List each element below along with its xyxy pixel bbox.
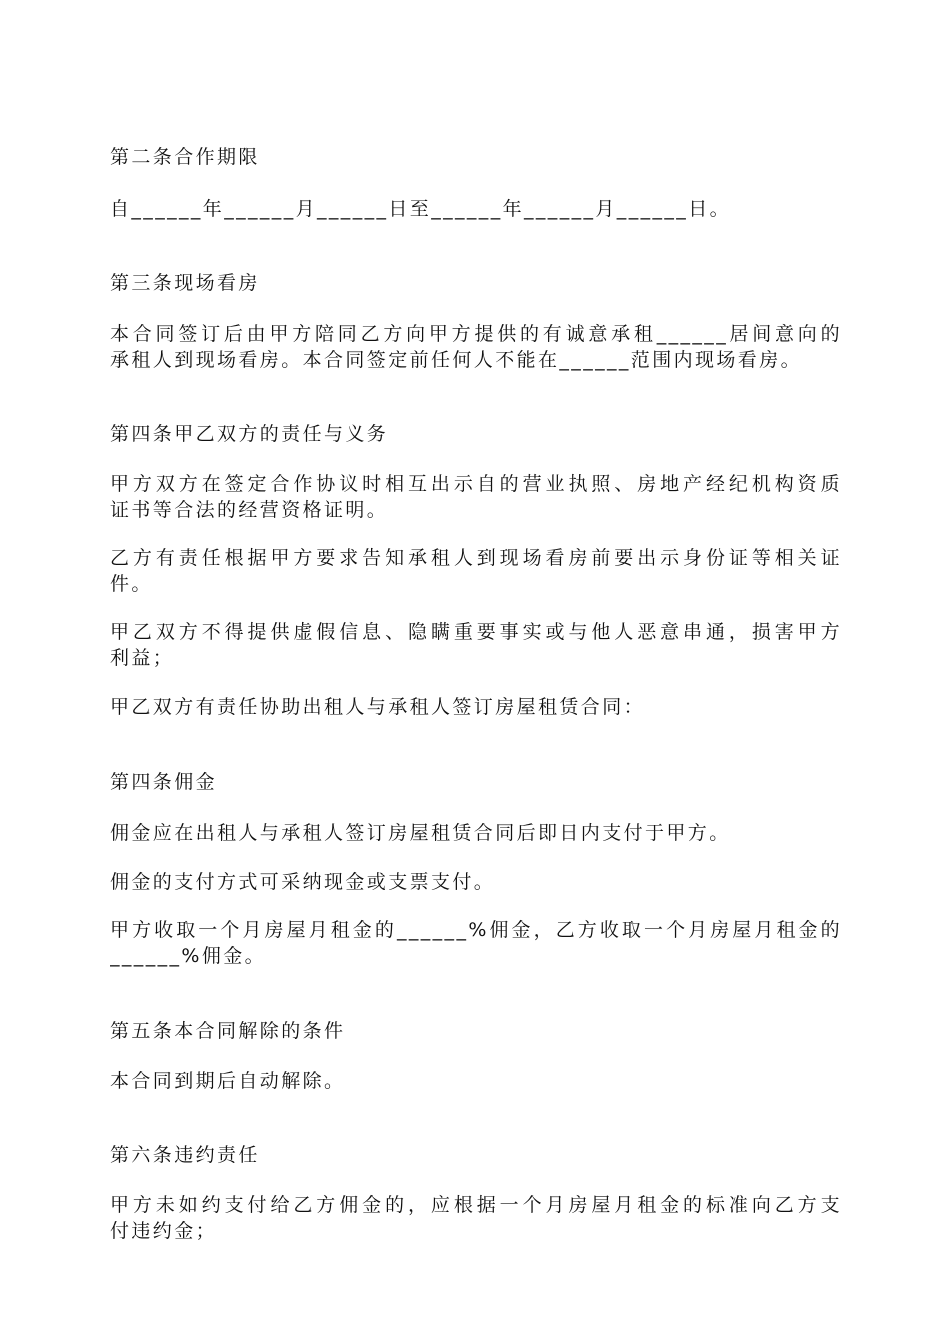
section-3-paragraph-line-1: 本合同签订后由甲方陪同乙方向甲方提供的有诚意承租______居间意向的: [110, 323, 842, 345]
section-4-paragraph-2-line-2: 件。: [110, 573, 153, 595]
section-6-paragraph-1-line-2: 付违约金；: [110, 1220, 218, 1242]
section-5-paragraph-1: 本合同到期后自动解除。: [110, 1070, 346, 1092]
section-2-heading: 第二条合作期限: [110, 146, 260, 168]
section-4-paragraph-3-line-2: 利益；: [110, 647, 175, 669]
section-6-paragraph-1-line-1: 甲方未如约支付给乙方佣金的，应根据一个月房屋月租金的标准向乙方支: [110, 1194, 842, 1216]
section-4b-paragraph-2: 佣金的支付方式可采纳现金或支票支付。: [110, 871, 496, 893]
section-4b-paragraph-1: 佣金应在出租人与承租人签订房屋租赁合同后即日内支付于甲方。: [110, 822, 731, 844]
section-3-paragraph-line-2: 承租人到现场看房。本合同签定前任何人不能在______范围内现场看房。: [110, 349, 803, 371]
document-page: [110, 0, 842, 1344]
section-3-heading: 第三条现场看房: [110, 272, 260, 294]
section-2-term-line: 自______年______月______日至______年______月______日。: [110, 198, 732, 220]
section-4b-heading: 第四条佣金: [110, 771, 218, 793]
section-4-paragraph-1-line-1: 甲方双方在签定合作协议时相互出示自的营业执照、房地产经纪机构资质: [110, 473, 842, 495]
section-4-paragraph-1-line-2: 证书等合法的经营资格证明。: [110, 499, 389, 521]
section-4-paragraph-4: 甲乙双方有责任协助出租人与承租人签订房屋租赁合同：: [110, 696, 646, 718]
section-4-heading: 第四条甲乙双方的责任与义务: [110, 423, 389, 445]
section-4b-paragraph-3-line-2: ______%佣金。: [110, 945, 267, 967]
section-5-heading: 第五条本合同解除的条件: [110, 1020, 346, 1042]
section-4-paragraph-3-line-1: 甲乙双方不得提供虚假信息、隐瞒重要事实或与他人恶意串通，损害甲方: [110, 621, 842, 643]
section-4-paragraph-2-line-1: 乙方有责任根据甲方要求告知承租人到现场看房前要出示身份证等相关证: [110, 547, 842, 569]
section-4b-paragraph-3-line-1: 甲方收取一个月房屋月租金的______%佣金，乙方收取一个月房屋月租金的: [110, 919, 842, 941]
section-6-heading: 第六条违约责任: [110, 1144, 260, 1166]
